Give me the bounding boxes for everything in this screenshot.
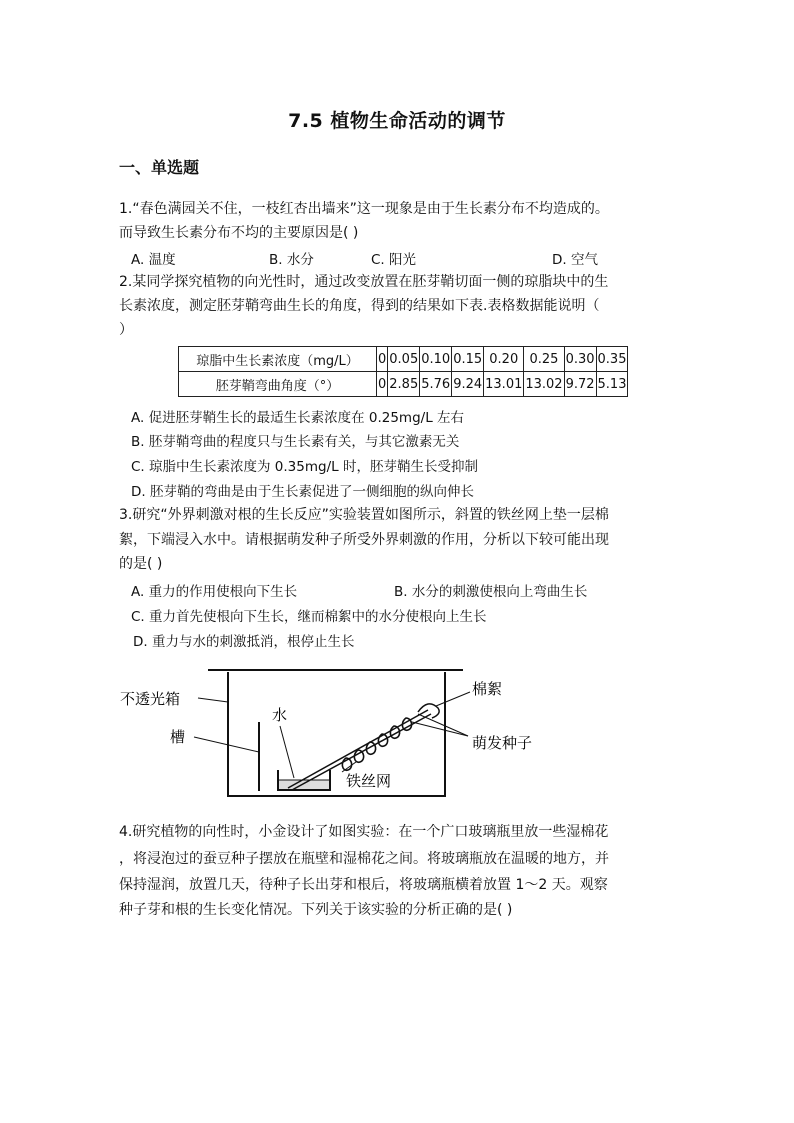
table-cell: 0.10 <box>420 347 452 372</box>
section-heading: 一、单选题 <box>119 158 200 177</box>
q2-option-b: B. 胚芽鞘弯曲的程度只与生长素有关，与其它激素无关 <box>131 434 460 450</box>
table-cell: 9.24 <box>452 372 484 397</box>
leader-box <box>198 698 228 702</box>
table-cell: 0.35 <box>596 347 628 372</box>
q1-option-c: C. 阳光 <box>371 252 417 268</box>
q2-option-d: D. 胚芽鞘的弯曲是由于生长素促进了一侧细胞的纵向伸长 <box>131 484 474 500</box>
q3-option-b: B. 水分的刺激使根向上弯曲生长 <box>394 584 588 600</box>
table-cell: 0.20 <box>484 347 524 372</box>
table-cell: 0.05 <box>388 347 420 372</box>
label-opaque-box: 不透光箱 <box>120 690 181 708</box>
leader-water <box>280 726 294 778</box>
q2-line-2: 长素浓度，测定胚芽鞘弯曲生长的角度，得到的结果如下表.表格数据能说明（ <box>119 298 600 314</box>
q3-option-a: A. 重力的作用使根向下生长 <box>131 584 298 600</box>
q2-option-c: C. 琼脂中生长素浓度为 0.35mg/L 时，胚芽鞘生长受抑制 <box>131 459 478 475</box>
q4-line-3: 保持湿润，放置几天，待种子长出芽和根后，将玻璃瓶横着放置 1～2 天。观察 <box>119 877 608 893</box>
q2-line-3: ） <box>119 322 133 338</box>
leader-cotton <box>436 692 470 706</box>
q4-line-4: 种子芽和根的生长变化情况。下列关于该实验的分析正确的是( ) <box>119 902 513 918</box>
table-cell: 5.76 <box>420 372 452 397</box>
table-cell: 0.30 <box>564 347 596 372</box>
label-trough: 槽 <box>170 728 186 746</box>
opaque-box <box>228 672 445 796</box>
leader-trough <box>194 737 259 752</box>
q3-option-c: C. 重力首先使根向下生长，继而棉絮中的水分使根向上生长 <box>131 609 487 625</box>
q1-option-d: D. 空气 <box>552 252 598 268</box>
q1-option-b: B. 水分 <box>269 252 314 268</box>
q2-line-1: 2.某同学探究植物的向光性时，通过改变放置在胚芽鞘切面一侧的琼脂块中的生 <box>119 274 609 290</box>
page-title: 7.5 植物生命活动的调节 <box>288 110 506 132</box>
q2-option-a: A. 促进胚芽鞘生长的最适生长素浓度在 0.25mg/L 左右 <box>131 410 465 426</box>
trough-wall <box>258 722 259 790</box>
q1-option-a: A. 温度 <box>131 252 176 268</box>
label-cotton: 棉絮 <box>472 680 503 698</box>
water-fill <box>279 780 329 789</box>
table-row-header: 琼脂中生长素浓度（mg/L） <box>179 347 377 372</box>
q4-line-1: 4.研究植物的向性时，小金设计了如图实验：在一个广口玻璃瓶里放一些湿棉花 <box>119 824 609 840</box>
q3-option-d: D. 重力与水的刺激抵消，根停止生长 <box>133 634 355 650</box>
table-cell: 13.02 <box>524 372 564 397</box>
table-cell: 0.25 <box>524 347 564 372</box>
label-mesh: 铁丝网 <box>346 772 392 790</box>
q3-line-1: 3.研究“外界刺激对根的生长反应”实验装置如图所示，斜置的铁丝网上垫一层棉 <box>119 507 609 523</box>
q1-line-2: 而导致生长素分布不均的主要原因是( ) <box>119 225 359 241</box>
table-cell: 0 <box>377 347 388 372</box>
table-cell: 0.15 <box>452 347 484 372</box>
table-cell: 5.13 <box>596 372 628 397</box>
q1-line-1: 1.“春色满园关不住，一枝红杏出墙来”这一现象是由于生长素分布不均造成的。 <box>119 201 609 217</box>
table-cell: 9.72 <box>564 372 596 397</box>
table-row <box>179 347 628 372</box>
seed <box>354 750 363 762</box>
table-cell: 0 <box>377 372 388 397</box>
table-cell: 2.85 <box>388 372 420 397</box>
q3-line-2: 絮，下端浸入水中。请根据萌发种子所受外界刺激的作用，分析以下较可能出现 <box>119 532 609 548</box>
table-row-header: 胚芽鞘弯曲角度（°） <box>179 372 377 397</box>
experiment-figure <box>118 662 568 802</box>
auxin-data-table <box>178 346 628 397</box>
q4-line-2: ，将浸泡过的蚕豆种子摆放在瓶壁和湿棉花之间。将玻璃瓶放在温暖的地方，并 <box>119 851 609 867</box>
label-water: 水 <box>272 706 288 724</box>
table-row <box>179 372 628 397</box>
label-seeds: 萌发种子 <box>472 734 533 752</box>
q3-line-3: 的是( ) <box>119 556 163 572</box>
leader-mesh <box>342 762 356 772</box>
table-cell: 13.01 <box>484 372 524 397</box>
